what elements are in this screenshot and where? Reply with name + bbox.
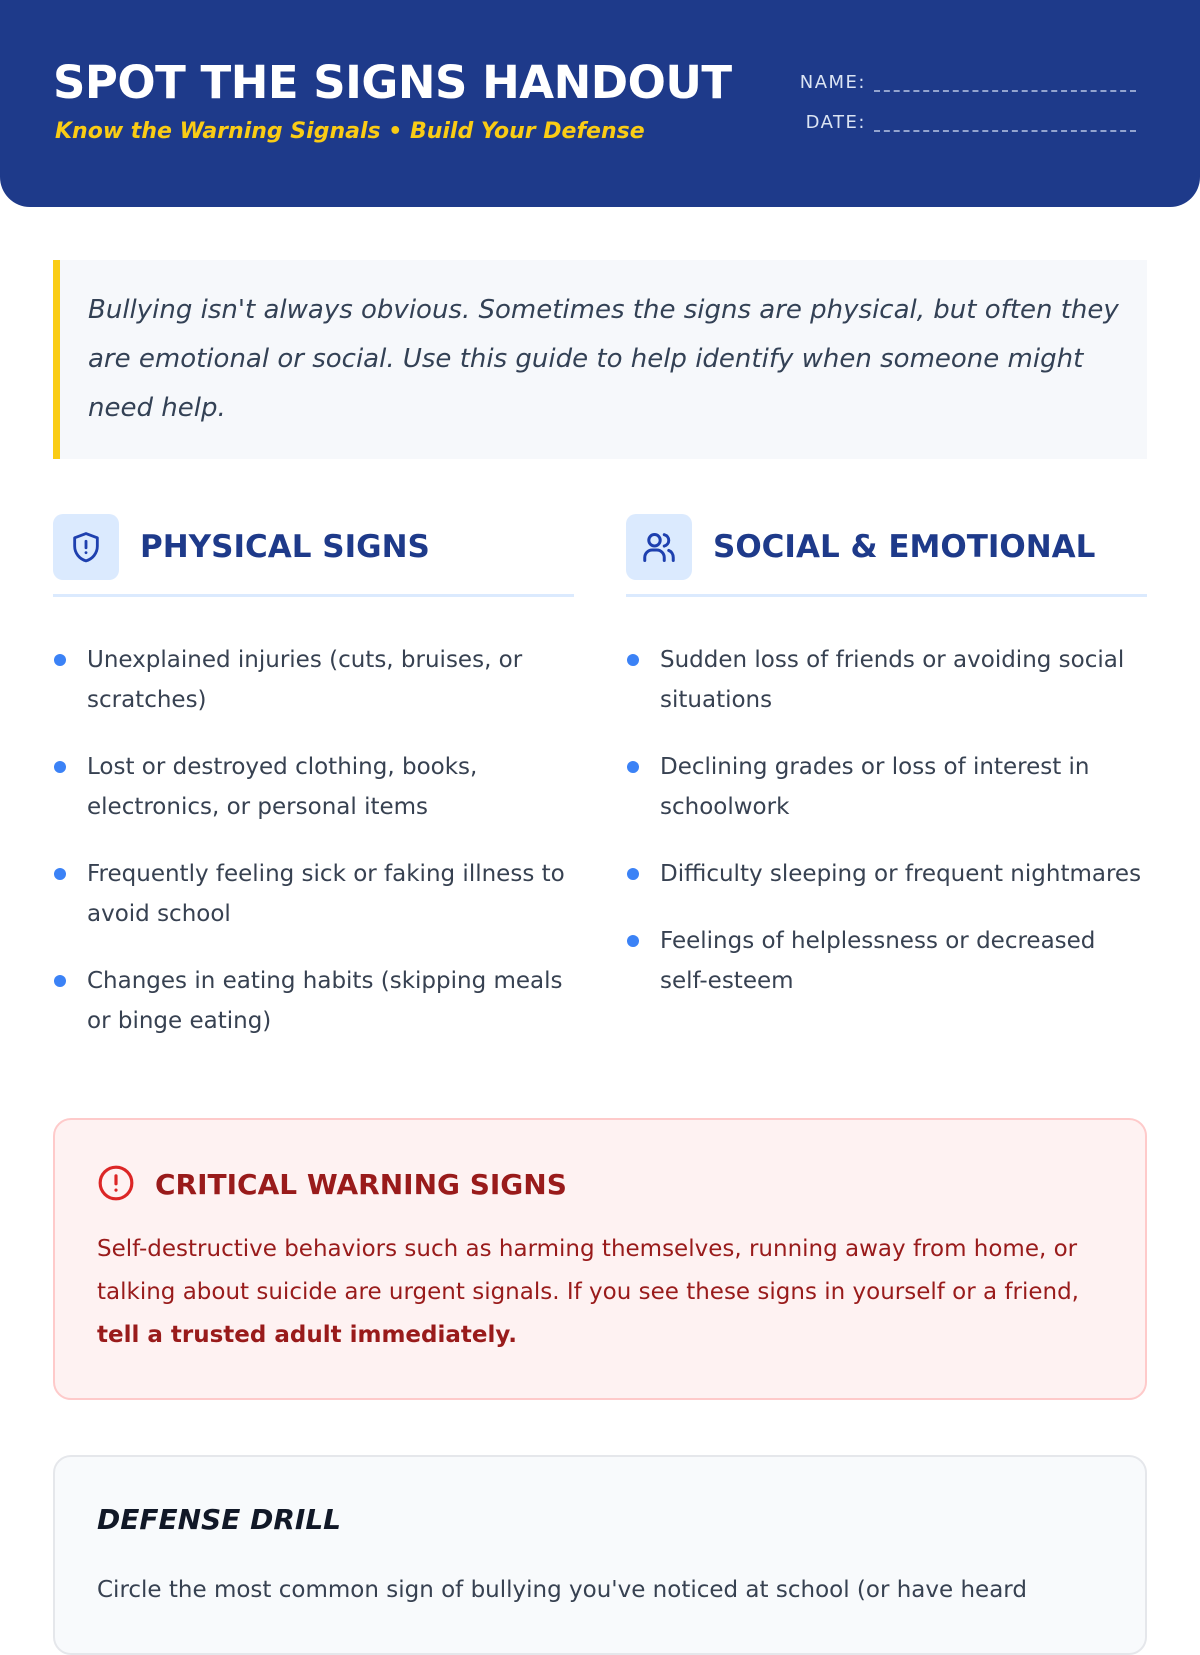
- page-title: SPOT THE SIGNS HANDOUT: [53, 56, 732, 109]
- name-field: [790, 71, 1136, 95]
- alert-circle-icon: [97, 1164, 135, 1206]
- defense-drill-title: DEFENSE DRILL: [97, 1503, 342, 1536]
- list-item-text: Changes in eating habits (skipping meals or binge eating): [87, 968, 563, 1034]
- header-banner: [0, 0, 1200, 207]
- date-blank-line: [874, 130, 1136, 132]
- bullet-dot: [627, 761, 639, 773]
- bullet-dot: [54, 761, 66, 773]
- list-item: [53, 640, 574, 720]
- bullet-dot: [54, 654, 66, 666]
- bullet-dot: [627, 654, 639, 666]
- critical-warning-box: [53, 1118, 1147, 1400]
- critical-warning-title: CRITICAL WARNING SIGNS: [155, 1168, 567, 1201]
- list-item-text: Frequently feeling sick or faking illness to avoid school: [87, 861, 565, 927]
- defense-drill-box: [53, 1455, 1147, 1655]
- social-emotional-section: [626, 514, 1147, 1028]
- list-item: [626, 854, 1147, 894]
- bullet-dot: [54, 868, 66, 880]
- list-item: [53, 961, 574, 1041]
- list-item: [626, 747, 1147, 827]
- name-blank-line: [874, 90, 1136, 92]
- intro-callout: [53, 260, 1147, 459]
- physical-signs-section: [53, 514, 574, 1068]
- list-item-text: Unexplained injuries (cuts, bruises, or scratches): [87, 647, 523, 713]
- users-icon: [626, 514, 692, 580]
- critical-warning-header: [97, 1164, 1145, 1206]
- bullet-dot: [627, 935, 639, 947]
- list-item-text: Sudden loss of friends or avoiding social situations: [660, 647, 1125, 713]
- physical-signs-list: [53, 640, 574, 1041]
- bullet-dot: [627, 868, 639, 880]
- critical-warning-body: Self-destructive behaviors such as harming themselves, running away from home, or talking about suicide are urgent signals. If you see these signs in yourself or a friend,: [97, 1236, 1079, 1305]
- physical-signs-header: [53, 514, 574, 597]
- social-emotional-header: [626, 514, 1147, 597]
- name-label: NAME:: [799, 72, 866, 93]
- intro-text: Bullying isn't always obvious. Sometimes the signs are physical, but often they are emotional or social. Use this guide to help identify when someone might need help.: [88, 295, 1119, 423]
- critical-warning-text: [97, 1228, 1097, 1357]
- page-subtitle: Know the Warning Signals • Build Your Defense: [55, 119, 645, 144]
- social-emotional-list: [626, 640, 1147, 1001]
- list-item: [626, 640, 1147, 720]
- list-item: [53, 854, 574, 934]
- list-item: [626, 921, 1147, 1001]
- list-item-text: Difficulty sleeping or frequent nightmares: [660, 861, 1142, 887]
- list-item-text: Feelings of helplessness or decreased self-esteem: [660, 928, 1096, 994]
- defense-drill-text: Circle the most common sign of bullying you've noticed at school (or have heard: [97, 1577, 1027, 1603]
- bullet-dot: [54, 975, 66, 987]
- list-item-text: Lost or destroyed clothing, books, electronics, or personal items: [87, 754, 478, 820]
- shield-alert-icon: [53, 514, 119, 580]
- list-item-text: Declining grades or loss of interest in schoolwork: [660, 754, 1090, 820]
- date-field: [790, 111, 1136, 135]
- physical-signs-title: PHYSICAL SIGNS: [140, 529, 430, 565]
- date-label: DATE:: [805, 112, 866, 133]
- list-item: [53, 747, 574, 827]
- social-emotional-title: SOCIAL & EMOTIONAL: [713, 529, 1096, 565]
- critical-warning-emphasis: tell a trusted adult immediately.: [97, 1322, 517, 1348]
